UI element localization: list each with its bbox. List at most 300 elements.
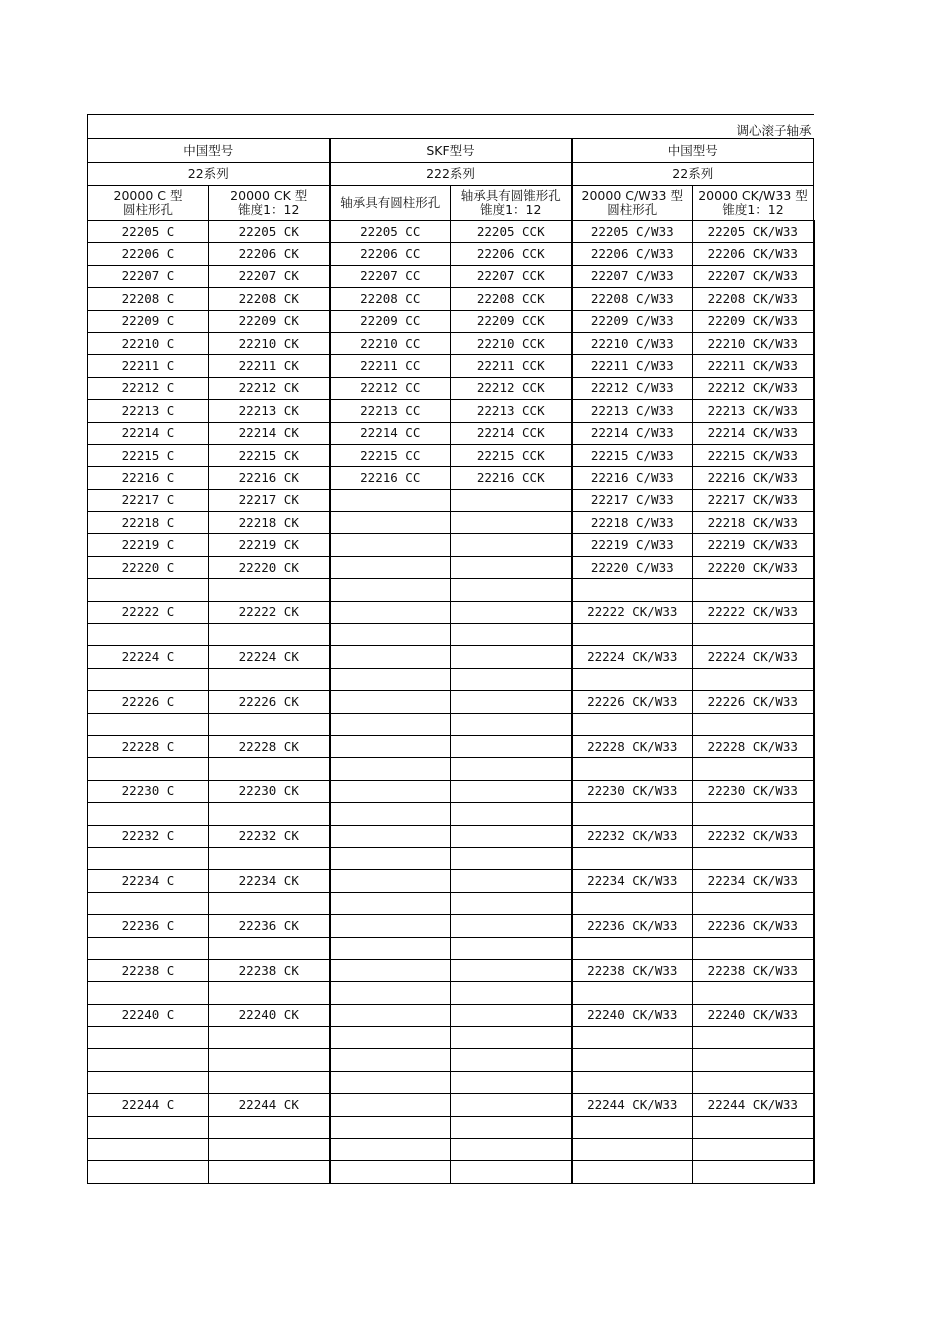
table-cell[interactable]: 22212 C/W33 bbox=[572, 377, 693, 399]
table-cell[interactable]: 22240 C bbox=[88, 1004, 209, 1026]
table-cell[interactable] bbox=[88, 1161, 209, 1183]
table-cell[interactable]: 22219 CK/W33 bbox=[693, 534, 814, 556]
table-cell[interactable] bbox=[451, 825, 572, 847]
table-cell[interactable]: 22224 CK/W33 bbox=[572, 646, 693, 668]
table-cell[interactable]: 22230 CK bbox=[209, 780, 330, 802]
table-cell[interactable] bbox=[209, 1071, 330, 1093]
table-cell[interactable] bbox=[693, 892, 814, 914]
table-cell[interactable] bbox=[572, 1161, 693, 1183]
column-header-line1: 20000 CK/W33 型 bbox=[698, 188, 808, 203]
table-cell[interactable]: 22209 CK/W33 bbox=[693, 310, 814, 332]
table-cell[interactable] bbox=[330, 556, 451, 578]
table-cell[interactable] bbox=[451, 780, 572, 802]
table-cell[interactable] bbox=[209, 937, 330, 959]
column-header-line2: 圆柱形孔 bbox=[122, 202, 173, 217]
table-cell[interactable] bbox=[693, 1027, 814, 1049]
table-cell[interactable]: 22208 C/W33 bbox=[572, 288, 693, 310]
column-header-3 bbox=[330, 186, 451, 221]
table-cell[interactable] bbox=[451, 892, 572, 914]
series-header-china-right: 22系列 bbox=[572, 163, 814, 186]
table-cell[interactable] bbox=[451, 982, 572, 1004]
table-cell[interactable] bbox=[88, 579, 209, 601]
table-cell[interactable] bbox=[693, 758, 814, 780]
table-cell[interactable]: 22208 CC bbox=[330, 288, 451, 310]
table-cell[interactable]: 22236 C bbox=[88, 915, 209, 937]
table-cell[interactable] bbox=[330, 1139, 451, 1161]
table-cell[interactable]: 22236 CK/W33 bbox=[572, 915, 693, 937]
table-cell[interactable]: 22244 C bbox=[88, 1094, 209, 1116]
table-cell[interactable]: 22208 CK/W33 bbox=[693, 288, 814, 310]
table-cell[interactable]: 22238 C bbox=[88, 959, 209, 981]
table-cell[interactable] bbox=[88, 847, 209, 869]
table-cell[interactable] bbox=[209, 1049, 330, 1071]
table-cell[interactable]: 22212 C bbox=[88, 377, 209, 399]
table-cell[interactable] bbox=[209, 1027, 330, 1049]
table-row bbox=[88, 265, 814, 287]
table-cell[interactable]: 22228 C bbox=[88, 735, 209, 757]
table-cell[interactable]: 22214 C/W33 bbox=[572, 422, 693, 444]
table-cell[interactable]: 22230 C bbox=[88, 780, 209, 802]
table-cell[interactable]: 22224 CK bbox=[209, 646, 330, 668]
table-cell[interactable] bbox=[451, 646, 572, 668]
table-cell[interactable] bbox=[330, 758, 451, 780]
table-cell[interactable]: 22216 CCK bbox=[451, 467, 572, 489]
table-cell[interactable]: 22236 CK/W33 bbox=[693, 915, 814, 937]
table-cell[interactable]: 22207 C bbox=[88, 265, 209, 287]
table-cell[interactable]: 22236 CK bbox=[209, 915, 330, 937]
table-cell[interactable]: 22206 C/W33 bbox=[572, 243, 693, 265]
table-row bbox=[88, 959, 814, 981]
table-cell[interactable] bbox=[451, 691, 572, 713]
table-cell[interactable] bbox=[451, 1071, 572, 1093]
table-cell[interactable]: 22213 C bbox=[88, 400, 209, 422]
table-cell[interactable] bbox=[451, 1139, 572, 1161]
table-cell[interactable]: 22211 C/W33 bbox=[572, 355, 693, 377]
table-cell[interactable]: 22220 C/W33 bbox=[572, 556, 693, 578]
table-cell[interactable] bbox=[451, 1161, 572, 1183]
table-cell[interactable] bbox=[88, 803, 209, 825]
table-cell[interactable]: 22228 CK/W33 bbox=[572, 735, 693, 757]
table-cell[interactable]: 22213 CK/W33 bbox=[693, 400, 814, 422]
table-cell[interactable]: 22208 CCK bbox=[451, 288, 572, 310]
table-row bbox=[88, 825, 814, 847]
table-row bbox=[88, 803, 814, 825]
table-cell[interactable] bbox=[451, 579, 572, 601]
table-cell[interactable]: 22214 C bbox=[88, 422, 209, 444]
table-row bbox=[88, 1161, 814, 1183]
table-cell[interactable]: 22234 CK/W33 bbox=[572, 870, 693, 892]
table-cell[interactable]: 22205 C bbox=[88, 221, 209, 243]
table-cell[interactable] bbox=[451, 1004, 572, 1026]
table-cell[interactable]: 22215 C bbox=[88, 444, 209, 466]
table-cell[interactable]: 22218 C/W33 bbox=[572, 512, 693, 534]
table-cell[interactable]: 22230 CK/W33 bbox=[572, 780, 693, 802]
table-cell[interactable] bbox=[693, 1139, 814, 1161]
table-cell[interactable] bbox=[330, 825, 451, 847]
table-cell[interactable]: 22209 CCK bbox=[451, 310, 572, 332]
table-cell[interactable]: 22206 CCK bbox=[451, 243, 572, 265]
table-cell[interactable]: 22240 CK/W33 bbox=[693, 1004, 814, 1026]
table-cell[interactable]: 22220 C bbox=[88, 556, 209, 578]
table-cell[interactable] bbox=[451, 668, 572, 690]
column-header-line1: 20000 C 型 bbox=[113, 188, 183, 203]
table-cell[interactable]: 22219 C bbox=[88, 534, 209, 556]
group-header-skf: SKF型号 bbox=[330, 139, 572, 163]
table-cell[interactable]: 22215 CK/W33 bbox=[693, 444, 814, 466]
table-row bbox=[88, 691, 814, 713]
table-cell[interactable]: 22206 CK/W33 bbox=[693, 243, 814, 265]
table-cell[interactable]: 22208 CK bbox=[209, 288, 330, 310]
table-cell[interactable] bbox=[572, 758, 693, 780]
table-row bbox=[88, 512, 814, 534]
table-cell[interactable]: 22205 CCK bbox=[451, 221, 572, 243]
table-cell[interactable] bbox=[572, 1049, 693, 1071]
table-cell[interactable] bbox=[330, 489, 451, 511]
table-cell[interactable]: 22209 C/W33 bbox=[572, 310, 693, 332]
table-cell[interactable]: 22213 CC bbox=[330, 400, 451, 422]
table-cell[interactable]: 22238 CK/W33 bbox=[572, 959, 693, 981]
table-cell[interactable]: 22218 C bbox=[88, 512, 209, 534]
table-cell[interactable] bbox=[88, 1071, 209, 1093]
table-cell[interactable]: 22232 CK/W33 bbox=[572, 825, 693, 847]
table-row bbox=[88, 444, 814, 466]
table-cell[interactable]: 22220 CK bbox=[209, 556, 330, 578]
table-cell[interactable] bbox=[330, 870, 451, 892]
table-cell[interactable] bbox=[330, 959, 451, 981]
table-cell[interactable] bbox=[88, 1116, 209, 1138]
table-cell[interactable] bbox=[451, 937, 572, 959]
table-cell[interactable]: 22216 CC bbox=[330, 467, 451, 489]
table-cell[interactable] bbox=[330, 735, 451, 757]
table-cell[interactable] bbox=[209, 982, 330, 1004]
table-cell[interactable] bbox=[330, 982, 451, 1004]
table-cell[interactable] bbox=[451, 735, 572, 757]
table-cell[interactable] bbox=[572, 1071, 693, 1093]
table-cell[interactable] bbox=[330, 579, 451, 601]
table-cell[interactable] bbox=[330, 691, 451, 713]
table-cell[interactable]: 22222 CK bbox=[209, 601, 330, 623]
table-cell[interactable] bbox=[330, 1071, 451, 1093]
table-cell[interactable]: 22216 C/W33 bbox=[572, 467, 693, 489]
table-cell[interactable] bbox=[572, 847, 693, 869]
table-row bbox=[88, 221, 814, 243]
table-cell[interactable]: 22207 C/W33 bbox=[572, 265, 693, 287]
table-cell[interactable]: 22209 CC bbox=[330, 310, 451, 332]
table-cell[interactable]: 22213 CK bbox=[209, 400, 330, 422]
table-cell[interactable] bbox=[451, 556, 572, 578]
table-cell[interactable]: 22205 CC bbox=[330, 221, 451, 243]
table-cell[interactable]: 22226 CK/W33 bbox=[693, 691, 814, 713]
table-cell[interactable]: 22222 CK/W33 bbox=[693, 601, 814, 623]
table-cell[interactable] bbox=[451, 758, 572, 780]
table-cell[interactable] bbox=[330, 646, 451, 668]
table-cell[interactable] bbox=[330, 601, 451, 623]
table-cell[interactable] bbox=[209, 579, 330, 601]
table-cell[interactable]: 22215 CK bbox=[209, 444, 330, 466]
table-cell[interactable] bbox=[330, 1049, 451, 1071]
table-cell[interactable] bbox=[330, 847, 451, 869]
table-cell[interactable] bbox=[88, 892, 209, 914]
table-cell[interactable]: 22224 CK/W33 bbox=[693, 646, 814, 668]
table-cell[interactable] bbox=[693, 937, 814, 959]
table-cell[interactable]: 22216 CK bbox=[209, 467, 330, 489]
table-cell[interactable] bbox=[88, 982, 209, 1004]
table-cell[interactable]: 22211 CC bbox=[330, 355, 451, 377]
table-cell[interactable]: 22214 CC bbox=[330, 422, 451, 444]
table-cell[interactable] bbox=[451, 601, 572, 623]
table-cell[interactable]: 22209 C bbox=[88, 310, 209, 332]
table-cell[interactable] bbox=[572, 1027, 693, 1049]
table-cell[interactable]: 22207 CCK bbox=[451, 265, 572, 287]
table-cell[interactable] bbox=[451, 489, 572, 511]
table-cell[interactable]: 22205 CK bbox=[209, 221, 330, 243]
table-cell[interactable] bbox=[330, 803, 451, 825]
column-header-line2: 锥度1：12 bbox=[722, 202, 784, 217]
table-cell[interactable] bbox=[88, 1027, 209, 1049]
table-cell[interactable] bbox=[572, 668, 693, 690]
table-cell[interactable]: 22215 C/W33 bbox=[572, 444, 693, 466]
table-cell[interactable]: 22214 CK/W33 bbox=[693, 422, 814, 444]
table-cell[interactable] bbox=[209, 624, 330, 646]
table-cell[interactable] bbox=[572, 892, 693, 914]
table-cell[interactable]: 22208 C bbox=[88, 288, 209, 310]
table-cell[interactable]: 22222 CK/W33 bbox=[572, 601, 693, 623]
table-cell[interactable]: 22218 CK bbox=[209, 512, 330, 534]
table-cell[interactable] bbox=[693, 1071, 814, 1093]
column-header-4 bbox=[451, 186, 572, 221]
table-cell[interactable] bbox=[88, 668, 209, 690]
table-cell[interactable] bbox=[88, 937, 209, 959]
table-cell[interactable] bbox=[451, 624, 572, 646]
column-header-line1: 轴承具有圆柱形孔 bbox=[340, 195, 441, 210]
table-cell[interactable]: 22206 CC bbox=[330, 243, 451, 265]
table-cell[interactable] bbox=[451, 870, 572, 892]
table-cell[interactable]: 22215 CC bbox=[330, 444, 451, 466]
table-cell[interactable] bbox=[693, 579, 814, 601]
column-header-5 bbox=[572, 186, 693, 221]
table-row bbox=[88, 1027, 814, 1049]
table-cell[interactable] bbox=[451, 512, 572, 534]
table-cell[interactable] bbox=[330, 780, 451, 802]
table-cell[interactable]: 22234 C bbox=[88, 870, 209, 892]
table-cell[interactable]: 22228 CK/W33 bbox=[693, 735, 814, 757]
table-row bbox=[88, 735, 814, 757]
table-cell[interactable] bbox=[330, 937, 451, 959]
table-cell[interactable]: 22209 CK bbox=[209, 310, 330, 332]
table-row bbox=[88, 556, 814, 578]
table-cell[interactable] bbox=[693, 803, 814, 825]
table-cell[interactable]: 22218 CK/W33 bbox=[693, 512, 814, 534]
table-cell[interactable]: 22207 CK/W33 bbox=[693, 265, 814, 287]
table-row bbox=[88, 713, 814, 735]
table-cell[interactable]: 22210 CK/W33 bbox=[693, 332, 814, 354]
table-cell[interactable]: 22213 C/W33 bbox=[572, 400, 693, 422]
table-cell[interactable] bbox=[451, 1027, 572, 1049]
table-cell[interactable] bbox=[572, 624, 693, 646]
table-cell[interactable] bbox=[451, 534, 572, 556]
table-cell[interactable] bbox=[88, 713, 209, 735]
table-row bbox=[88, 780, 814, 802]
group-header-china-right: 中国型号 bbox=[572, 139, 814, 163]
table-cell[interactable] bbox=[572, 1139, 693, 1161]
table-cell[interactable]: 22244 CK/W33 bbox=[572, 1094, 693, 1116]
table-cell[interactable]: 22220 CK/W33 bbox=[693, 556, 814, 578]
table-cell[interactable] bbox=[572, 982, 693, 1004]
table-cell[interactable]: 22224 C bbox=[88, 646, 209, 668]
table-cell[interactable]: 22217 C/W33 bbox=[572, 489, 693, 511]
table-cell[interactable]: 22232 CK bbox=[209, 825, 330, 847]
table-cell[interactable]: 22230 CK/W33 bbox=[693, 780, 814, 802]
table-cell[interactable]: 22228 CK bbox=[209, 735, 330, 757]
table-cell[interactable]: 22210 CCK bbox=[451, 332, 572, 354]
table-row bbox=[88, 1116, 814, 1138]
table-cell[interactable] bbox=[330, 512, 451, 534]
table-cell[interactable] bbox=[88, 1139, 209, 1161]
table-cell[interactable]: 22244 CK/W33 bbox=[693, 1094, 814, 1116]
table-cell[interactable]: 22212 CCK bbox=[451, 377, 572, 399]
table-cell[interactable] bbox=[572, 579, 693, 601]
table-cell[interactable] bbox=[330, 915, 451, 937]
table-cell[interactable] bbox=[330, 1027, 451, 1049]
table-cell[interactable] bbox=[693, 847, 814, 869]
table-cell[interactable] bbox=[209, 1161, 330, 1183]
table-cell[interactable]: 22210 C/W33 bbox=[572, 332, 693, 354]
table-cell[interactable] bbox=[451, 1116, 572, 1138]
table-cell[interactable]: 22212 CK bbox=[209, 377, 330, 399]
table-cell[interactable]: 22217 CK/W33 bbox=[693, 489, 814, 511]
table-row bbox=[88, 489, 814, 511]
table-cell[interactable] bbox=[209, 803, 330, 825]
table-cell[interactable] bbox=[572, 1116, 693, 1138]
table-cell[interactable]: 22205 CK/W33 bbox=[693, 221, 814, 243]
table-cell[interactable] bbox=[693, 1049, 814, 1071]
table-cell[interactable] bbox=[88, 758, 209, 780]
table-cell[interactable]: 22210 CK bbox=[209, 332, 330, 354]
table-cell[interactable] bbox=[572, 803, 693, 825]
table-cell[interactable] bbox=[693, 1161, 814, 1183]
table-cell[interactable] bbox=[209, 1116, 330, 1138]
table-cell[interactable] bbox=[693, 668, 814, 690]
table-row bbox=[88, 1004, 814, 1026]
table-cell[interactable] bbox=[330, 1004, 451, 1026]
table-row bbox=[88, 355, 814, 377]
table-cell[interactable]: 22244 CK bbox=[209, 1094, 330, 1116]
table-cell[interactable] bbox=[209, 1139, 330, 1161]
table-cell[interactable]: 22234 CK/W33 bbox=[693, 870, 814, 892]
table-cell[interactable] bbox=[209, 847, 330, 869]
table-cell[interactable]: 22219 C/W33 bbox=[572, 534, 693, 556]
table-cell[interactable]: 22238 CK bbox=[209, 959, 330, 981]
column-header-line2: 锥度1：12 bbox=[480, 202, 542, 217]
table-cell[interactable]: 22207 CC bbox=[330, 265, 451, 287]
table-cell[interactable] bbox=[693, 1116, 814, 1138]
table-cell[interactable]: 22240 CK bbox=[209, 1004, 330, 1026]
column-header-2 bbox=[209, 186, 330, 221]
table-cell[interactable]: 22207 CK bbox=[209, 265, 330, 287]
table-row bbox=[88, 1139, 814, 1161]
table-cell[interactable] bbox=[693, 982, 814, 1004]
table-cell[interactable] bbox=[451, 1094, 572, 1116]
table-row bbox=[88, 243, 814, 265]
table-cell[interactable]: 22210 CC bbox=[330, 332, 451, 354]
table-cell[interactable]: 22232 C bbox=[88, 825, 209, 847]
table-cell[interactable]: 22240 CK/W33 bbox=[572, 1004, 693, 1026]
table-cell[interactable] bbox=[330, 624, 451, 646]
table-cell[interactable] bbox=[330, 713, 451, 735]
table-cell[interactable] bbox=[209, 668, 330, 690]
table-cell[interactable]: 22226 CK/W33 bbox=[572, 691, 693, 713]
table-cell[interactable] bbox=[572, 937, 693, 959]
table-cell[interactable]: 22216 C bbox=[88, 467, 209, 489]
table-cell[interactable] bbox=[330, 1116, 451, 1138]
table-cell[interactable]: 22226 CK bbox=[209, 691, 330, 713]
table-cell[interactable]: 22232 CK/W33 bbox=[693, 825, 814, 847]
table-cell[interactable]: 22217 CK bbox=[209, 489, 330, 511]
table-cell[interactable] bbox=[209, 892, 330, 914]
table-cell[interactable]: 22214 CK bbox=[209, 422, 330, 444]
table-row bbox=[88, 624, 814, 646]
table-cell[interactable]: 22211 CK bbox=[209, 355, 330, 377]
table-cell[interactable]: 22238 CK/W33 bbox=[693, 959, 814, 981]
table-cell[interactable]: 22214 CCK bbox=[451, 422, 572, 444]
table-cell[interactable]: 22234 CK bbox=[209, 870, 330, 892]
table-cell[interactable]: 22212 CC bbox=[330, 377, 451, 399]
table-row bbox=[88, 422, 814, 444]
table-cell[interactable] bbox=[88, 1049, 209, 1071]
table-title: 调心滚子轴承 bbox=[88, 115, 814, 139]
table-cell[interactable] bbox=[693, 624, 814, 646]
table-cell[interactable] bbox=[451, 847, 572, 869]
table-cell[interactable] bbox=[330, 892, 451, 914]
table-row bbox=[88, 758, 814, 780]
table-cell[interactable] bbox=[209, 713, 330, 735]
table-cell[interactable]: 22211 C bbox=[88, 355, 209, 377]
table-cell[interactable] bbox=[209, 758, 330, 780]
table-cell[interactable] bbox=[451, 1049, 572, 1071]
series-header-skf: 222系列 bbox=[330, 163, 572, 186]
table-row bbox=[88, 288, 814, 310]
table-row bbox=[88, 668, 814, 690]
table-cell[interactable] bbox=[572, 713, 693, 735]
table-cell[interactable]: 22215 CCK bbox=[451, 444, 572, 466]
table-cell[interactable]: 22222 C bbox=[88, 601, 209, 623]
table-cell[interactable]: 22217 C bbox=[88, 489, 209, 511]
table-cell[interactable]: 22206 C bbox=[88, 243, 209, 265]
table-cell[interactable]: 22211 CCK bbox=[451, 355, 572, 377]
table-cell[interactable] bbox=[330, 668, 451, 690]
table-cell[interactable] bbox=[451, 915, 572, 937]
table-cell[interactable] bbox=[693, 713, 814, 735]
table-cell[interactable]: 22213 CCK bbox=[451, 400, 572, 422]
table-cell[interactable] bbox=[330, 1094, 451, 1116]
table-cell[interactable] bbox=[451, 959, 572, 981]
table-cell[interactable]: 22206 CK bbox=[209, 243, 330, 265]
table-cell[interactable]: 22226 C bbox=[88, 691, 209, 713]
table-cell[interactable] bbox=[88, 624, 209, 646]
table-row bbox=[88, 892, 814, 914]
table-cell[interactable] bbox=[451, 713, 572, 735]
column-header-1 bbox=[88, 186, 209, 221]
table-cell[interactable]: 22211 CK/W33 bbox=[693, 355, 814, 377]
table-cell[interactable]: 22216 CK/W33 bbox=[693, 467, 814, 489]
table-cell[interactable]: 22210 C bbox=[88, 332, 209, 354]
table-cell[interactable] bbox=[330, 1161, 451, 1183]
table-cell[interactable] bbox=[451, 803, 572, 825]
table-cell[interactable]: 22219 CK bbox=[209, 534, 330, 556]
table-cell[interactable] bbox=[330, 534, 451, 556]
table-cell[interactable]: 22212 CK/W33 bbox=[693, 377, 814, 399]
table-cell[interactable]: 22205 C/W33 bbox=[572, 221, 693, 243]
